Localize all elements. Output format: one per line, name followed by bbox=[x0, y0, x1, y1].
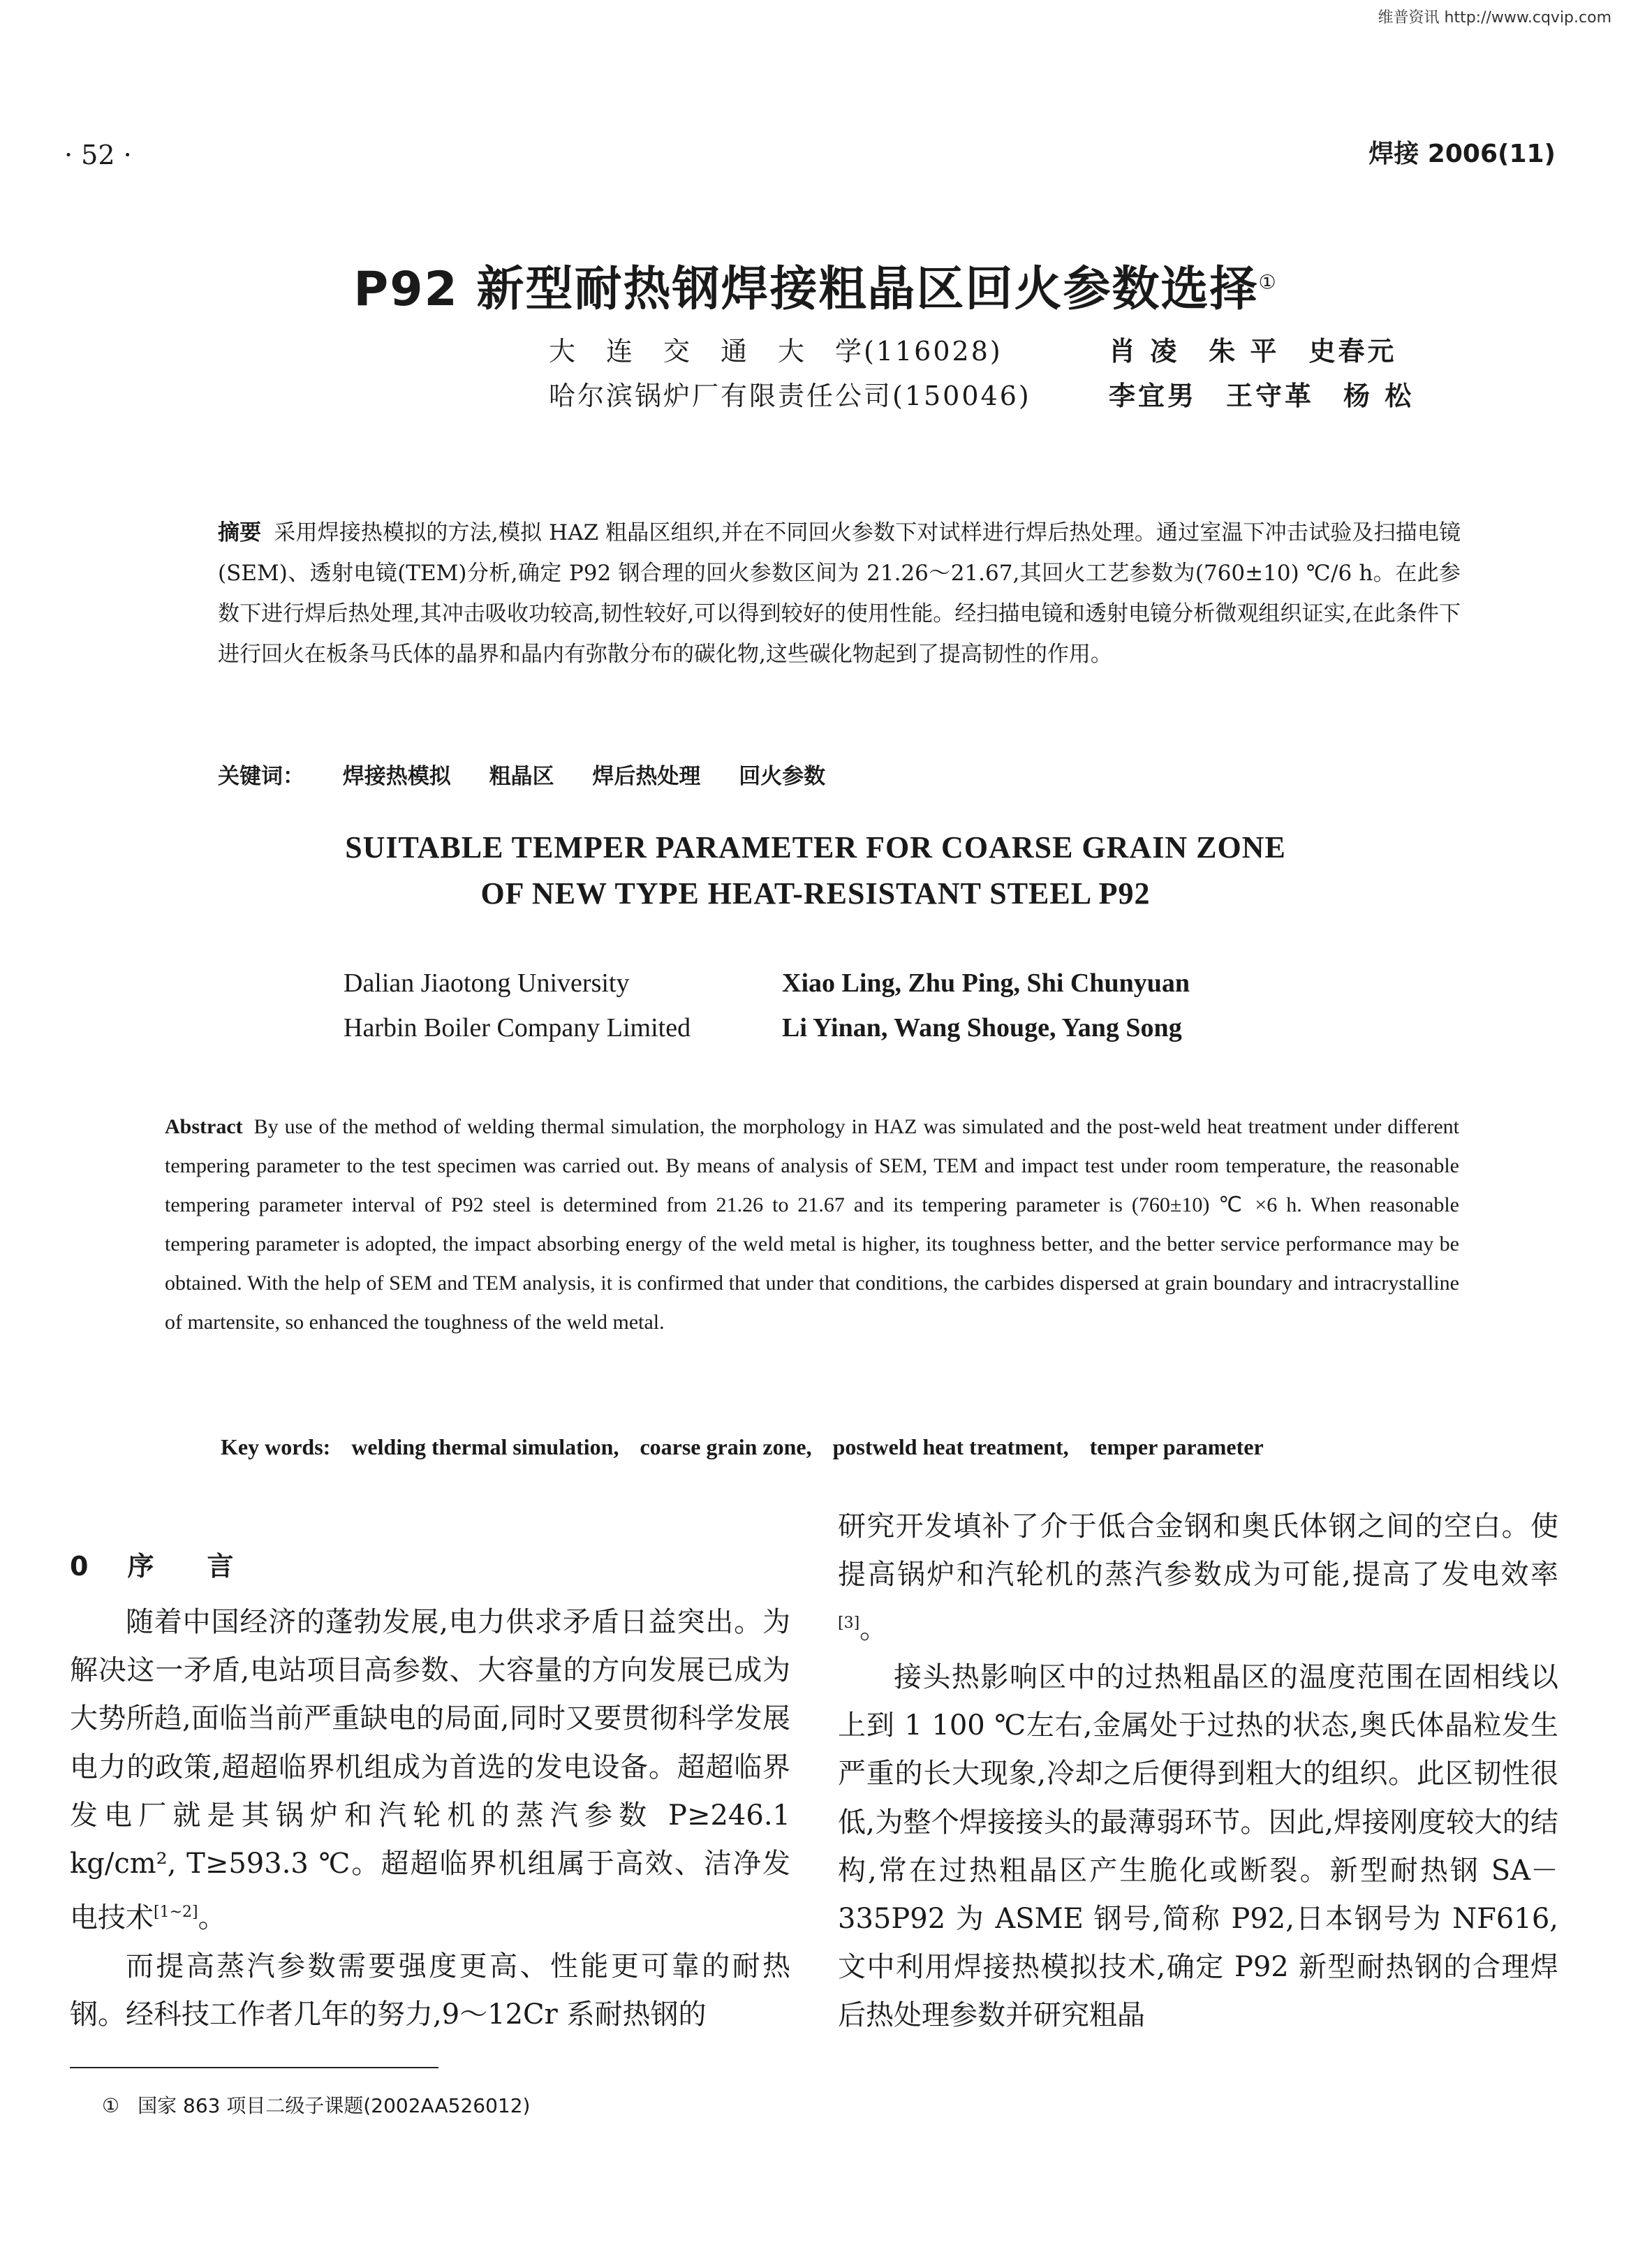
en-affiliation-1: Dalian Jiaotong University bbox=[344, 969, 630, 998]
en-keyword: coarse grain zone, bbox=[640, 1434, 812, 1459]
footnote-mark: ① bbox=[102, 2094, 120, 2117]
paragraph-end: 。 bbox=[198, 1901, 226, 1934]
en-authors-1: Xiao Ling, Zhu Ping, Shi Chunyuan bbox=[782, 969, 1190, 998]
body-paragraph: 接头热影响区中的过热粗晶区的温度范围在固相线以上到 1 100 ℃左右,金属处于过热的状态,奥氏体晶粒发生严重的长大现象,冷却之后便得到粗大的组织。此区韧性很低,为整个焊接接头的最薄弱环节。因此,焊接刚度较大的结构,常在过热粗晶区产生脆化或断裂。新型耐热钢 SA－335P92 为 ASME 钢号,简称 P92,日本钢号为 NF616,文中利用焊接热模拟技术,确定 P92 新型耐热钢的合理焊后热处理参数并研究粗晶 bbox=[838, 1660, 1558, 2032]
en-authors-2: Li Yinan, Wang Shouge, Yang Song bbox=[782, 1013, 1182, 1043]
citation: [1~2] bbox=[154, 1904, 198, 1922]
cn-keyword: 焊接热模拟 bbox=[342, 764, 451, 789]
section-title: 序 言 bbox=[127, 1551, 234, 1582]
paper-title-text: P92 新型耐热钢焊接粗晶区回火参数选择 bbox=[353, 262, 1259, 317]
cn-keyword: 回火参数 bbox=[739, 764, 826, 789]
body-paragraph bbox=[70, 1598, 790, 1943]
paragraph-end: 。 bbox=[859, 1612, 888, 1645]
watermark: 维普资讯 http://www.cqvip.com bbox=[1378, 9, 1611, 27]
left-column bbox=[70, 1598, 790, 2039]
body-paragraph bbox=[838, 1503, 1558, 1654]
paragraph-text: 随着中国经济的蓬勃发展,电力供求矛盾日益突出。为解决这一矛盾,电站项目高参数、大容量的方向发展已成为大势所趋,面临当前严重缺电的局面,同时又要贯彻科学发展电力的政策,超超临界机组成为首选的发电设备。超超临界发电厂就是其锅炉和汽轮机的蒸汽参数 P≥246.1 kg/cm², T≥593.3 ℃。超超临界机组属于高效、洁净发电技术 bbox=[70, 1606, 790, 1934]
cn-keyword: 焊后热处理 bbox=[592, 764, 701, 789]
cn-keywords-label: 关键词： bbox=[218, 764, 304, 789]
en-keyword: welding thermal simulation, bbox=[351, 1434, 619, 1459]
section-heading bbox=[70, 1545, 272, 1583]
page-number: · 52 · bbox=[64, 140, 132, 170]
cn-keyword: 粗晶区 bbox=[489, 764, 554, 789]
cn-abstract bbox=[218, 513, 1461, 675]
en-keywords bbox=[221, 1434, 1279, 1460]
en-keyword: temper parameter bbox=[1089, 1434, 1264, 1459]
cn-abstract-text: 采用焊接热模拟的方法,模拟 HAZ 粗晶区组织,并在不同回火参数下对试样进行焊后热处理。通过室温下冲击试验及扫描电镜(SEM)、透射电镜(TEM)分析,确定 P92 钢合理的回火参数区间为 21.26～21.67,其回火工艺参数为(760±10) ℃/6 h。在此参数下进行焊后热处理,其冲击吸收功较高,韧性较好,可以得到较好的使用性能。经扫描电镜和透射电镜分析微观组织证实,在此条件下进行回火在板条马氏体的晶界和晶内有弥散分布的碳化物,这些碳化物起到了提高韧性的作用。 bbox=[218, 520, 1461, 667]
cn-affiliation-2: 哈尔滨锅炉厂有限责任公司(150046) bbox=[549, 381, 1031, 411]
en-title-line-1: SUITABLE TEMPER PARAMETER FOR COARSE GRAIN ZONE bbox=[345, 830, 1286, 864]
en-abstract-label: Abstract bbox=[165, 1115, 243, 1138]
paragraph-text: 研究开发填补了介于低合金钢和奥氏体钢之间的空白。使提高锅炉和汽轮机的蒸汽参数成为可能,提高了发电效率 bbox=[838, 1510, 1558, 1591]
journal-header: 焊接 2006(11) bbox=[1368, 140, 1556, 168]
cn-affiliation-1: 大 连 交 通 大 学(116028) bbox=[549, 336, 1003, 367]
title-note-mark: ① bbox=[1258, 270, 1278, 294]
citation: [3] bbox=[838, 1614, 860, 1633]
en-affiliation-2: Harbin Boiler Company Limited bbox=[344, 1013, 691, 1043]
en-title-line-2: OF NEW TYPE HEAT-RESISTANT STEEL P92 bbox=[480, 876, 1151, 911]
footnote bbox=[102, 2091, 530, 2119]
right-column bbox=[838, 1503, 1558, 2040]
en-keywords-label: Key words: bbox=[221, 1434, 331, 1459]
body-paragraph: 而提高蒸汽参数需要强度更高、性能更可靠的耐热钢。经科技工作者几年的努力,9～12Cr 系耐热钢的 bbox=[70, 1950, 790, 2031]
footnote-text: 国家 863 项目二级子课题(2002AA526012) bbox=[138, 2094, 531, 2117]
en-keyword: postweld heat treatment, bbox=[832, 1434, 1069, 1459]
cn-authors-2: 李宜男 王守革 杨 松 bbox=[1109, 381, 1415, 411]
en-abstract bbox=[165, 1107, 1459, 1342]
paper-title bbox=[0, 251, 1631, 319]
en-abstract-text: By use of the method of welding thermal simulation, the morphology in HAZ was simulated and the post-weld heat treatment under different tempering parameter to the test specimen was carried out. By means of analysis of SEM, TEM and impact test under room temperature, the reasonable tempering parameter interval of P92 steel is determined from 21.26 to 21.67 and its tempering parameter is (760±10) ℃ ×6 h. When reasonable tempering parameter is adopted, the impact absorbing energy of the weld metal is higher, its toughness better, and the better service performance may be obtained. With the help of SEM and TEM analysis, it is confirmed that under that conditions, the carbides dispersed at grain boundary and intracrystalline of martensite, so enhanced the toughness of the weld metal. bbox=[165, 1115, 1459, 1334]
footnote-divider bbox=[70, 2067, 438, 2068]
section-number: 0 bbox=[70, 1551, 89, 1582]
cn-keywords bbox=[218, 758, 856, 790]
cn-authors-1: 肖 凌 朱 平 史春元 bbox=[1109, 336, 1397, 367]
cn-abstract-label: 摘要 bbox=[218, 520, 262, 545]
